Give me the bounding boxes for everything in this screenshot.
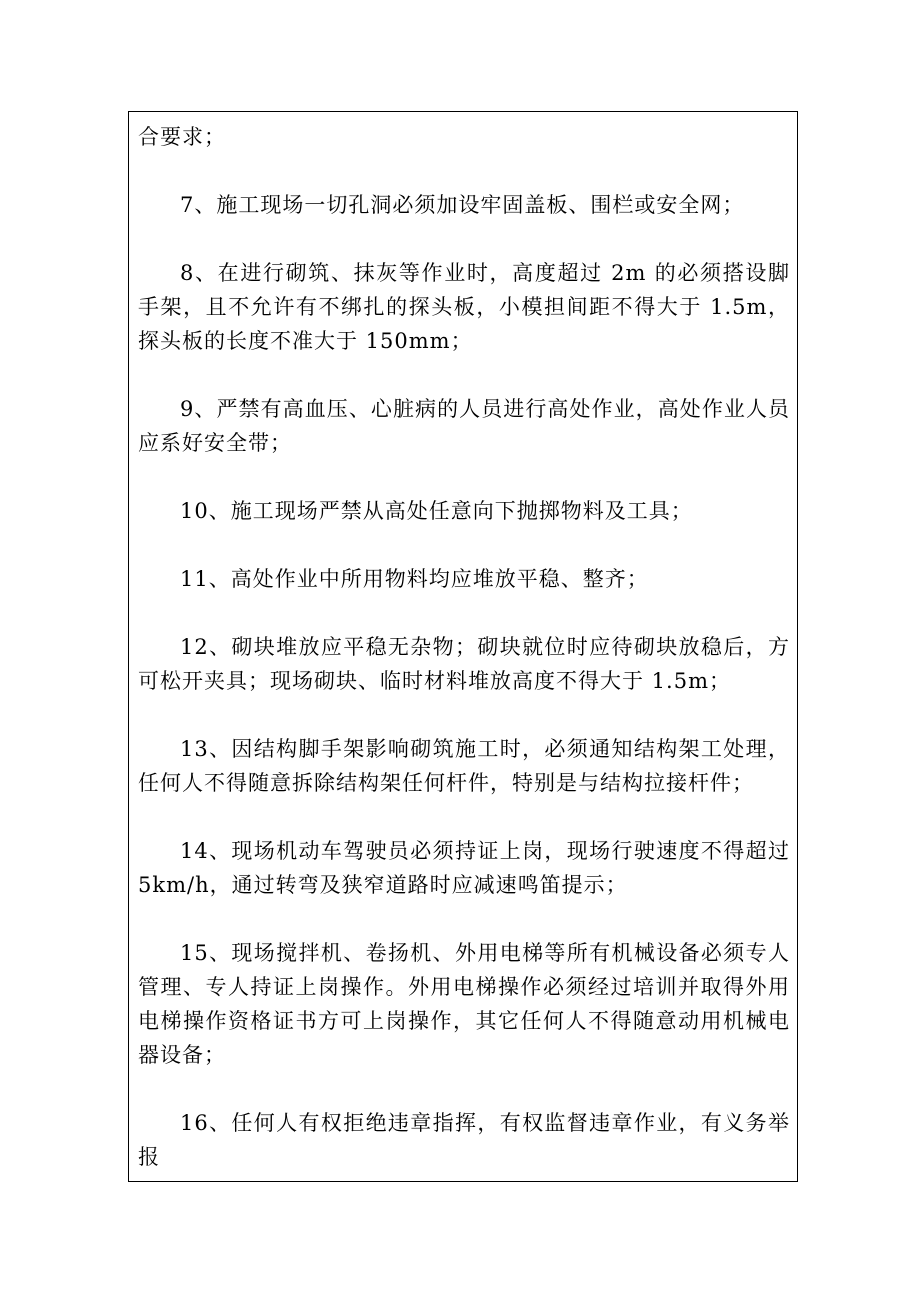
paragraph-item-8: 8、在进行砌筑、抹灰等作业时，高度超过 2m 的必须搭设脚手架，且不允许有不绑扎的探头板，小模担间距不得大于 1.5m，探头板的长度不准大于 150mm； [138,261,790,353]
document-body [138,120,790,1174]
paragraph-item-16: 16、任何人有权拒绝违章指挥，有权监督违章作业，有义务举报 [138,1111,790,1169]
paragraph-item-14: 14、现场机动车驾驶员必须持证上岗，现场行驶速度不得超过 5km/h，通过转弯及狭窄道路时应减速鸣笛提示； [138,839,790,897]
paragraph-item-15: 15、现场搅拌机、卷扬机、外用电梯等所有机械设备必须专人管理、专人持证上岗操作。外用电梯操作必须经过培训并取得外用电梯操作资格证书方可上岗操作，其它任何人不得随意动用机械电器设备； [138,941,790,1067]
paragraph-item-7: 7、施工现场一切孔洞必须加设牢固盖板、围栏或安全网； [180,193,745,217]
paragraph-item-13: 13、因结构脚手架影响砌筑施工时，必须通知结构架工处理，任何人不得随意拆除结构架任何杆件，特别是与结构拉接杆件； [138,737,790,795]
paragraph-continuation: 合要求； [138,125,226,149]
paragraph-item-10: 10、施工现场严禁从高处任意向下抛掷物料及工具； [180,499,693,523]
paragraph-item-9: 9、严禁有高血压、心脏病的人员进行高处作业，高处作业人员应系好安全带； [138,397,790,455]
paragraph-item-12: 12、砌块堆放应平稳无杂物；砌块就位时应待砌块放稳后，方可松开夹具；现场砌块、临时材料堆放高度不得大于 1.5m； [138,635,790,693]
paragraph-item-11: 11、高处作业中所用物料均应堆放平稳、整齐； [180,567,649,591]
